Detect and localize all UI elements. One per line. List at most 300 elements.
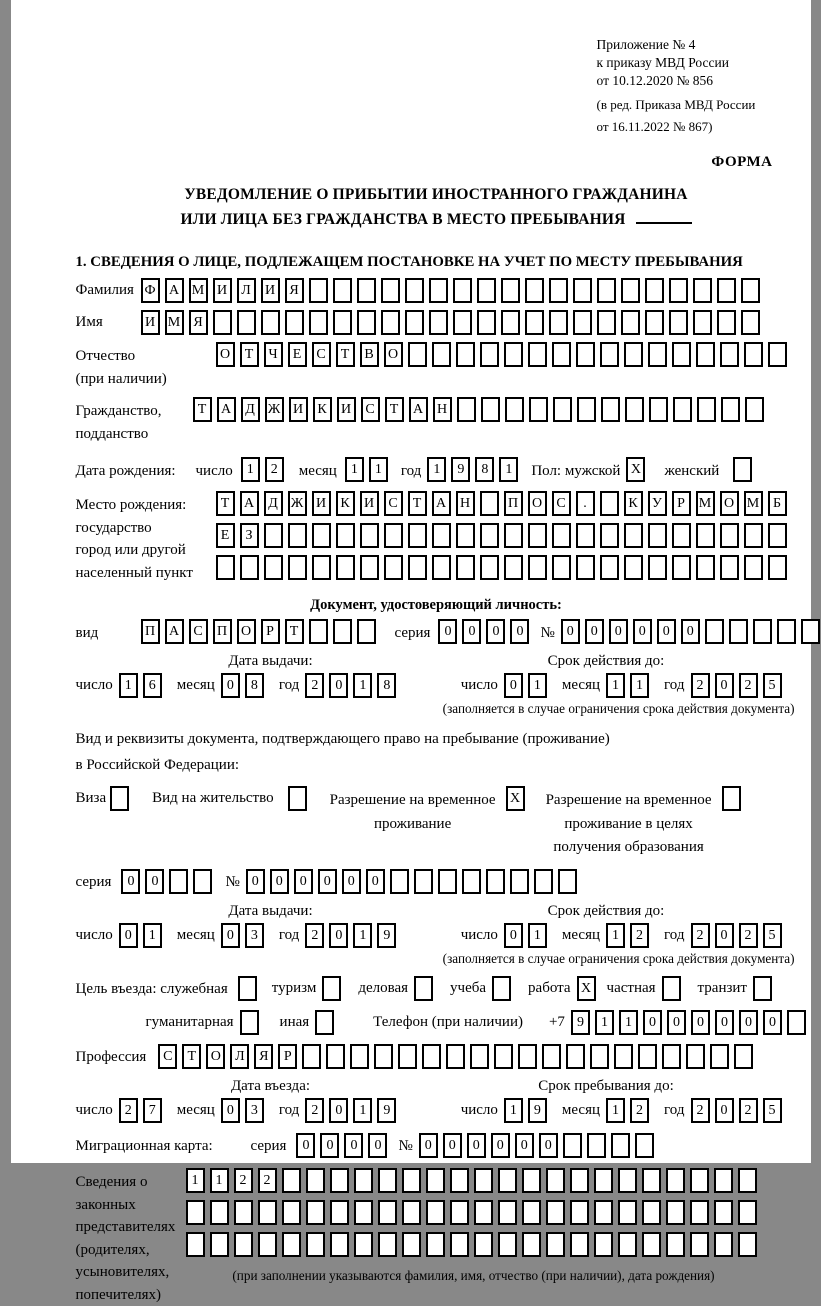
char-cell[interactable]: Б: [768, 491, 787, 516]
char-cell[interactable]: [745, 397, 764, 422]
char-cell[interactable]: 0: [462, 619, 481, 644]
char-cell[interactable]: 7: [143, 1098, 162, 1123]
char-cell[interactable]: С: [189, 619, 208, 644]
char-cell[interactable]: И: [213, 278, 232, 303]
char-cell[interactable]: Я: [285, 278, 304, 303]
char-cell[interactable]: 0: [609, 619, 628, 644]
char-cell[interactable]: [470, 1044, 489, 1069]
char-cell[interactable]: [457, 397, 476, 422]
char-cell[interactable]: [354, 1200, 373, 1225]
char-cell[interactable]: [624, 342, 643, 367]
char-cell[interactable]: И: [141, 310, 160, 335]
char-cell[interactable]: [312, 555, 331, 580]
char-cell[interactable]: [486, 869, 505, 894]
char-cell[interactable]: [525, 310, 544, 335]
char-cell[interactable]: [360, 523, 379, 548]
char-cell[interactable]: 0: [294, 869, 313, 894]
char-cell[interactable]: 2: [739, 923, 758, 948]
char-cell[interactable]: А: [240, 491, 259, 516]
char-cell[interactable]: [705, 619, 724, 644]
char-cell[interactable]: [432, 555, 451, 580]
char-cell[interactable]: [480, 342, 499, 367]
char-cell[interactable]: [594, 1232, 613, 1257]
char-cell[interactable]: [744, 523, 763, 548]
char-cell[interactable]: [282, 1200, 301, 1225]
purpose-tourism-checkbox[interactable]: [322, 976, 346, 1001]
guardians-input-line1[interactable]: [186, 1168, 762, 1193]
char-cell[interactable]: [326, 1044, 345, 1069]
char-cell[interactable]: [504, 523, 523, 548]
char-cell[interactable]: [238, 976, 257, 1001]
char-cell[interactable]: [734, 1044, 753, 1069]
char-cell[interactable]: М: [165, 310, 184, 335]
char-cell[interactable]: Т: [385, 397, 404, 422]
char-cell[interactable]: [768, 342, 787, 367]
char-cell[interactable]: [733, 457, 752, 482]
char-cell[interactable]: К: [313, 397, 332, 422]
char-cell[interactable]: 6: [143, 673, 162, 698]
char-cell[interactable]: 0: [221, 673, 240, 698]
residence-expiry-day-input[interactable]: [504, 923, 552, 948]
char-cell[interactable]: [576, 555, 595, 580]
char-cell[interactable]: [729, 619, 748, 644]
char-cell[interactable]: [261, 310, 280, 335]
char-cell[interactable]: [354, 1168, 373, 1193]
char-cell[interactable]: [672, 555, 691, 580]
char-cell[interactable]: 2: [305, 923, 324, 948]
char-cell[interactable]: .: [576, 491, 595, 516]
char-cell[interactable]: [672, 342, 691, 367]
char-cell[interactable]: [169, 869, 188, 894]
char-cell[interactable]: [450, 1232, 469, 1257]
char-cell[interactable]: [714, 1168, 733, 1193]
char-cell[interactable]: [309, 310, 328, 335]
char-cell[interactable]: И: [312, 491, 331, 516]
char-cell[interactable]: [480, 523, 499, 548]
char-cell[interactable]: [357, 619, 376, 644]
char-cell[interactable]: [624, 555, 643, 580]
char-cell[interactable]: [645, 310, 664, 335]
char-cell[interactable]: [738, 1168, 757, 1193]
residence-permit-checkbox[interactable]: [288, 786, 312, 811]
char-cell[interactable]: 1: [186, 1168, 205, 1193]
char-cell[interactable]: [306, 1200, 325, 1225]
char-cell[interactable]: С: [384, 491, 403, 516]
char-cell[interactable]: Ф: [141, 278, 160, 303]
char-cell[interactable]: 0: [643, 1010, 662, 1035]
char-cell[interactable]: 0: [221, 1098, 240, 1123]
char-cell[interactable]: [696, 523, 715, 548]
char-cell[interactable]: [384, 555, 403, 580]
char-cell[interactable]: 1: [241, 457, 260, 482]
char-cell[interactable]: 0: [329, 1098, 348, 1123]
char-cell[interactable]: [378, 1168, 397, 1193]
char-cell[interactable]: [618, 1200, 637, 1225]
char-cell[interactable]: 0: [667, 1010, 686, 1035]
char-cell[interactable]: [504, 555, 523, 580]
char-cell[interactable]: [642, 1168, 661, 1193]
char-cell[interactable]: 9: [528, 1098, 547, 1123]
char-cell[interactable]: 0: [344, 1133, 363, 1158]
char-cell[interactable]: 0: [119, 923, 138, 948]
entry-year-input[interactable]: [305, 1098, 401, 1123]
char-cell[interactable]: 1: [630, 673, 649, 698]
char-cell[interactable]: 0: [145, 869, 164, 894]
char-cell[interactable]: 0: [121, 869, 140, 894]
char-cell[interactable]: Ж: [288, 491, 307, 516]
char-cell[interactable]: [522, 1200, 541, 1225]
char-cell[interactable]: [426, 1232, 445, 1257]
char-cell[interactable]: [690, 1200, 709, 1225]
char-cell[interactable]: 1: [427, 457, 446, 482]
doc-issue-day-input[interactable]: [119, 673, 167, 698]
char-cell[interactable]: [614, 1044, 633, 1069]
char-cell[interactable]: [553, 397, 572, 422]
char-cell[interactable]: 0: [739, 1010, 758, 1035]
char-cell[interactable]: [597, 310, 616, 335]
char-cell[interactable]: [600, 491, 619, 516]
char-cell[interactable]: [285, 310, 304, 335]
char-cell[interactable]: [600, 555, 619, 580]
char-cell[interactable]: [402, 1200, 421, 1225]
char-cell[interactable]: 0: [715, 1010, 734, 1035]
char-cell[interactable]: [573, 278, 592, 303]
char-cell[interactable]: О: [720, 491, 739, 516]
char-cell[interactable]: [405, 278, 424, 303]
char-cell[interactable]: [432, 523, 451, 548]
char-cell[interactable]: [306, 1232, 325, 1257]
char-cell[interactable]: [549, 278, 568, 303]
char-cell[interactable]: [390, 869, 409, 894]
citizenship-input[interactable]: [193, 397, 769, 422]
char-cell[interactable]: [542, 1044, 561, 1069]
char-cell[interactable]: [110, 786, 129, 811]
char-cell[interactable]: [693, 310, 712, 335]
char-cell[interactable]: 1: [619, 1010, 638, 1035]
char-cell[interactable]: [453, 310, 472, 335]
char-cell[interactable]: 2: [739, 673, 758, 698]
char-cell[interactable]: 2: [119, 1098, 138, 1123]
char-cell[interactable]: [505, 397, 524, 422]
guardians-input-line2[interactable]: [186, 1200, 762, 1225]
char-cell[interactable]: [717, 278, 736, 303]
char-cell[interactable]: [398, 1044, 417, 1069]
char-cell[interactable]: [186, 1200, 205, 1225]
char-cell[interactable]: X: [577, 976, 596, 1001]
char-cell[interactable]: 0: [329, 673, 348, 698]
char-cell[interactable]: [282, 1168, 301, 1193]
char-cell[interactable]: [720, 555, 739, 580]
char-cell[interactable]: [546, 1232, 565, 1257]
char-cell[interactable]: [408, 342, 427, 367]
char-cell[interactable]: К: [624, 491, 643, 516]
char-cell[interactable]: [528, 555, 547, 580]
char-cell[interactable]: [456, 342, 475, 367]
char-cell[interactable]: [611, 1133, 630, 1158]
char-cell[interactable]: X: [506, 786, 525, 811]
char-cell[interactable]: [601, 397, 620, 422]
char-cell[interactable]: З: [240, 523, 259, 548]
entry-month-input[interactable]: [221, 1098, 269, 1123]
birth-place-input-line2[interactable]: [216, 523, 792, 548]
char-cell[interactable]: 0: [221, 923, 240, 948]
char-cell[interactable]: 0: [691, 1010, 710, 1035]
char-cell[interactable]: [787, 1010, 806, 1035]
char-cell[interactable]: 0: [318, 869, 337, 894]
char-cell[interactable]: 0: [561, 619, 580, 644]
char-cell[interactable]: [426, 1168, 445, 1193]
char-cell[interactable]: [264, 523, 283, 548]
char-cell[interactable]: П: [141, 619, 160, 644]
char-cell[interactable]: [666, 1232, 685, 1257]
char-cell[interactable]: [566, 1044, 585, 1069]
char-cell[interactable]: 0: [681, 619, 700, 644]
char-cell[interactable]: О: [237, 619, 256, 644]
char-cell[interactable]: [621, 310, 640, 335]
residence-issue-month-input[interactable]: [221, 923, 269, 948]
char-cell[interactable]: [744, 342, 763, 367]
char-cell[interactable]: [662, 1044, 681, 1069]
char-cell[interactable]: [549, 310, 568, 335]
char-cell[interactable]: [669, 278, 688, 303]
char-cell[interactable]: С: [312, 342, 331, 367]
char-cell[interactable]: [210, 1200, 229, 1225]
visa-checkbox[interactable]: [110, 786, 134, 811]
char-cell[interactable]: [429, 278, 448, 303]
char-cell[interactable]: [477, 278, 496, 303]
char-cell[interactable]: [360, 555, 379, 580]
char-cell[interactable]: Н: [456, 491, 475, 516]
char-cell[interactable]: [528, 523, 547, 548]
char-cell[interactable]: 0: [320, 1133, 339, 1158]
char-cell[interactable]: Р: [278, 1044, 297, 1069]
char-cell[interactable]: 0: [657, 619, 676, 644]
char-cell[interactable]: [453, 278, 472, 303]
char-cell[interactable]: [710, 1044, 729, 1069]
birth-place-input-line3[interactable]: [216, 555, 792, 580]
char-cell[interactable]: [738, 1200, 757, 1225]
char-cell[interactable]: [801, 619, 820, 644]
char-cell[interactable]: 2: [305, 1098, 324, 1123]
char-cell[interactable]: 0: [504, 673, 523, 698]
char-cell[interactable]: [481, 397, 500, 422]
char-cell[interactable]: 0: [246, 869, 265, 894]
char-cell[interactable]: М: [189, 278, 208, 303]
char-cell[interactable]: 8: [245, 673, 264, 698]
char-cell[interactable]: [492, 976, 511, 1001]
char-cell[interactable]: [518, 1044, 537, 1069]
char-cell[interactable]: 0: [515, 1133, 534, 1158]
char-cell[interactable]: [552, 523, 571, 548]
char-cell[interactable]: [717, 310, 736, 335]
phone-input[interactable]: [571, 1010, 811, 1035]
char-cell[interactable]: [429, 310, 448, 335]
doc-expiry-year-input[interactable]: [691, 673, 787, 698]
char-cell[interactable]: Д: [264, 491, 283, 516]
char-cell[interactable]: [309, 278, 328, 303]
char-cell[interactable]: Р: [261, 619, 280, 644]
char-cell[interactable]: [498, 1168, 517, 1193]
char-cell[interactable]: [462, 869, 481, 894]
char-cell[interactable]: [600, 342, 619, 367]
char-cell[interactable]: [690, 1168, 709, 1193]
char-cell[interactable]: [504, 342, 523, 367]
char-cell[interactable]: А: [409, 397, 428, 422]
char-cell[interactable]: [494, 1044, 513, 1069]
char-cell[interactable]: [474, 1232, 493, 1257]
given-name-input[interactable]: [141, 310, 765, 335]
char-cell[interactable]: [302, 1044, 321, 1069]
char-cell[interactable]: X: [626, 457, 645, 482]
char-cell[interactable]: [210, 1232, 229, 1257]
profession-input[interactable]: [158, 1044, 758, 1069]
char-cell[interactable]: Р: [672, 491, 691, 516]
char-cell[interactable]: [618, 1168, 637, 1193]
char-cell[interactable]: [213, 310, 232, 335]
char-cell[interactable]: 0: [491, 1133, 510, 1158]
char-cell[interactable]: [576, 342, 595, 367]
char-cell[interactable]: Ж: [265, 397, 284, 422]
char-cell[interactable]: 2: [630, 1098, 649, 1123]
char-cell[interactable]: [522, 1168, 541, 1193]
char-cell[interactable]: К: [336, 491, 355, 516]
char-cell[interactable]: И: [360, 491, 379, 516]
char-cell[interactable]: С: [158, 1044, 177, 1069]
purpose-study-checkbox[interactable]: [492, 976, 516, 1001]
char-cell[interactable]: 8: [475, 457, 494, 482]
char-cell[interactable]: [498, 1232, 517, 1257]
char-cell[interactable]: 2: [739, 1098, 758, 1123]
char-cell[interactable]: [330, 1200, 349, 1225]
char-cell[interactable]: Т: [285, 619, 304, 644]
char-cell[interactable]: [768, 555, 787, 580]
purpose-business-checkbox[interactable]: [414, 976, 438, 1001]
doc-number-input[interactable]: [561, 619, 821, 644]
char-cell[interactable]: 3: [245, 923, 264, 948]
char-cell[interactable]: 1: [345, 457, 364, 482]
patronymic-input[interactable]: [216, 342, 792, 367]
char-cell[interactable]: [282, 1232, 301, 1257]
char-cell[interactable]: [552, 555, 571, 580]
char-cell[interactable]: Л: [237, 278, 256, 303]
char-cell[interactable]: 0: [368, 1133, 387, 1158]
mc-series-input[interactable]: [296, 1133, 392, 1158]
char-cell[interactable]: 1: [606, 673, 625, 698]
char-cell[interactable]: [672, 523, 691, 548]
char-cell[interactable]: 9: [571, 1010, 590, 1035]
char-cell[interactable]: [522, 1232, 541, 1257]
char-cell[interactable]: 1: [353, 673, 372, 698]
char-cell[interactable]: [414, 869, 433, 894]
char-cell[interactable]: [446, 1044, 465, 1069]
char-cell[interactable]: 1: [528, 673, 547, 698]
char-cell[interactable]: [642, 1232, 661, 1257]
char-cell[interactable]: 0: [443, 1133, 462, 1158]
char-cell[interactable]: [402, 1232, 421, 1257]
char-cell[interactable]: 2: [305, 673, 324, 698]
char-cell[interactable]: [570, 1232, 589, 1257]
char-cell[interactable]: 1: [606, 1098, 625, 1123]
char-cell[interactable]: А: [165, 278, 184, 303]
char-cell[interactable]: [422, 1044, 441, 1069]
char-cell[interactable]: [534, 869, 553, 894]
char-cell[interactable]: [648, 555, 667, 580]
stay-month-input[interactable]: [606, 1098, 654, 1123]
char-cell[interactable]: [288, 555, 307, 580]
char-cell[interactable]: [576, 523, 595, 548]
char-cell[interactable]: 8: [377, 673, 396, 698]
char-cell[interactable]: 2: [234, 1168, 253, 1193]
char-cell[interactable]: [333, 310, 352, 335]
char-cell[interactable]: У: [648, 491, 667, 516]
char-cell[interactable]: [357, 310, 376, 335]
edu-residence-checkbox[interactable]: [722, 786, 746, 811]
char-cell[interactable]: 0: [715, 923, 734, 948]
char-cell[interactable]: И: [261, 278, 280, 303]
char-cell[interactable]: А: [432, 491, 451, 516]
char-cell[interactable]: О: [528, 491, 547, 516]
char-cell[interactable]: [216, 555, 235, 580]
char-cell[interactable]: 0: [510, 619, 529, 644]
char-cell[interactable]: [529, 397, 548, 422]
purpose-official-checkbox[interactable]: [238, 976, 262, 1001]
purpose-humanitarian-checkbox[interactable]: [240, 1010, 264, 1035]
char-cell[interactable]: [333, 619, 352, 644]
char-cell[interactable]: [234, 1200, 253, 1225]
purpose-other-checkbox[interactable]: [315, 1010, 339, 1035]
char-cell[interactable]: [288, 523, 307, 548]
char-cell[interactable]: Т: [216, 491, 235, 516]
char-cell[interactable]: [693, 278, 712, 303]
char-cell[interactable]: [510, 869, 529, 894]
char-cell[interactable]: Я: [254, 1044, 273, 1069]
char-cell[interactable]: 2: [691, 1098, 710, 1123]
char-cell[interactable]: [330, 1168, 349, 1193]
char-cell[interactable]: [405, 310, 424, 335]
char-cell[interactable]: [381, 278, 400, 303]
char-cell[interactable]: 9: [377, 1098, 396, 1123]
char-cell[interactable]: 5: [763, 923, 782, 948]
doc-issue-month-input[interactable]: [221, 673, 269, 698]
char-cell[interactable]: 2: [258, 1168, 277, 1193]
purpose-transit-checkbox[interactable]: [753, 976, 777, 1001]
char-cell[interactable]: С: [552, 491, 571, 516]
char-cell[interactable]: [474, 1168, 493, 1193]
char-cell[interactable]: [288, 786, 307, 811]
char-cell[interactable]: [777, 619, 796, 644]
surname-input[interactable]: [141, 278, 765, 303]
char-cell[interactable]: [649, 397, 668, 422]
char-cell[interactable]: [480, 555, 499, 580]
char-cell[interactable]: [577, 397, 596, 422]
char-cell[interactable]: [720, 342, 739, 367]
char-cell[interactable]: [498, 1200, 517, 1225]
char-cell[interactable]: [264, 555, 283, 580]
char-cell[interactable]: [662, 976, 681, 1001]
char-cell[interactable]: [438, 869, 457, 894]
char-cell[interactable]: А: [217, 397, 236, 422]
char-cell[interactable]: С: [361, 397, 380, 422]
char-cell[interactable]: [480, 491, 499, 516]
doc-expiry-month-input[interactable]: [606, 673, 654, 698]
char-cell[interactable]: [381, 310, 400, 335]
char-cell[interactable]: [357, 278, 376, 303]
char-cell[interactable]: 0: [329, 923, 348, 948]
birth-day-input[interactable]: [241, 457, 289, 482]
doc-series-input[interactable]: [438, 619, 534, 644]
char-cell[interactable]: 1: [369, 457, 388, 482]
char-cell[interactable]: 0: [715, 1098, 734, 1123]
